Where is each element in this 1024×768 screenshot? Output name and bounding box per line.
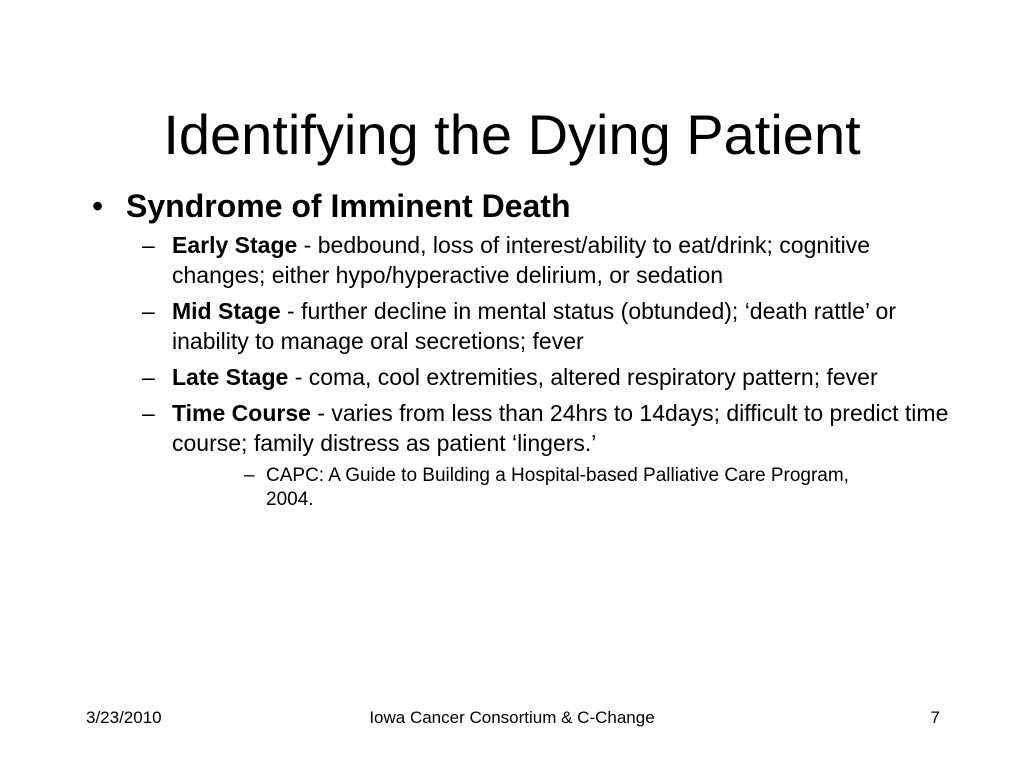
sub-bullet-late-stage <box>142 362 952 392</box>
reference-text: CAPC: A Guide to Building a Hospital-based Palliative Care Program, 2004. <box>266 465 849 510</box>
sub-bullet-time-course <box>142 398 952 458</box>
bullet-mark: • <box>92 188 104 224</box>
dash-mark: – <box>142 298 155 324</box>
desc-mid-stage: - further decline in mental status (obtunded); ‘death rattle’ or inability to manage oral secretions; fever <box>172 298 896 354</box>
footer-page-number: 7 <box>930 708 940 727</box>
desc-early-stage: - bedbound, loss of interest/ability to eat/drink; cognitive changes; either hypo/hyperactive delirium, or sedation <box>172 232 871 288</box>
sub-bullet-mid-stage <box>142 296 952 356</box>
term-early-stage: Early Stage <box>172 232 298 258</box>
sub-bullet-early-stage <box>142 230 952 290</box>
footer-organization: Iowa Cancer Consortium & C-Change <box>369 708 655 727</box>
desc-late-stage: - coma, cool extremities, altered respiratory pattern; fever <box>288 364 878 390</box>
term-late-stage: Late Stage <box>172 364 289 390</box>
main-bullet <box>86 184 966 228</box>
slide-body <box>86 184 966 512</box>
main-bullet-text: Syndrome of Imminent Death <box>126 188 571 224</box>
footer-date: 3/23/2010 <box>86 708 162 727</box>
dash-mark: – <box>142 364 155 390</box>
reference-citation <box>244 464 886 512</box>
desc-time-course: - varies from less than 24hrs to 14days; difficult to predict time course; family distress as patient ‘lingers.’ <box>172 400 949 456</box>
term-mid-stage: Mid Stage <box>172 298 281 324</box>
dash-mark: – <box>244 465 255 486</box>
slide-title: Identifying the Dying Patient <box>163 103 861 166</box>
dash-mark: – <box>142 400 155 426</box>
sub-bullet-list <box>142 230 952 458</box>
term-time-course: Time Course <box>172 400 311 426</box>
dash-mark: – <box>142 232 155 258</box>
